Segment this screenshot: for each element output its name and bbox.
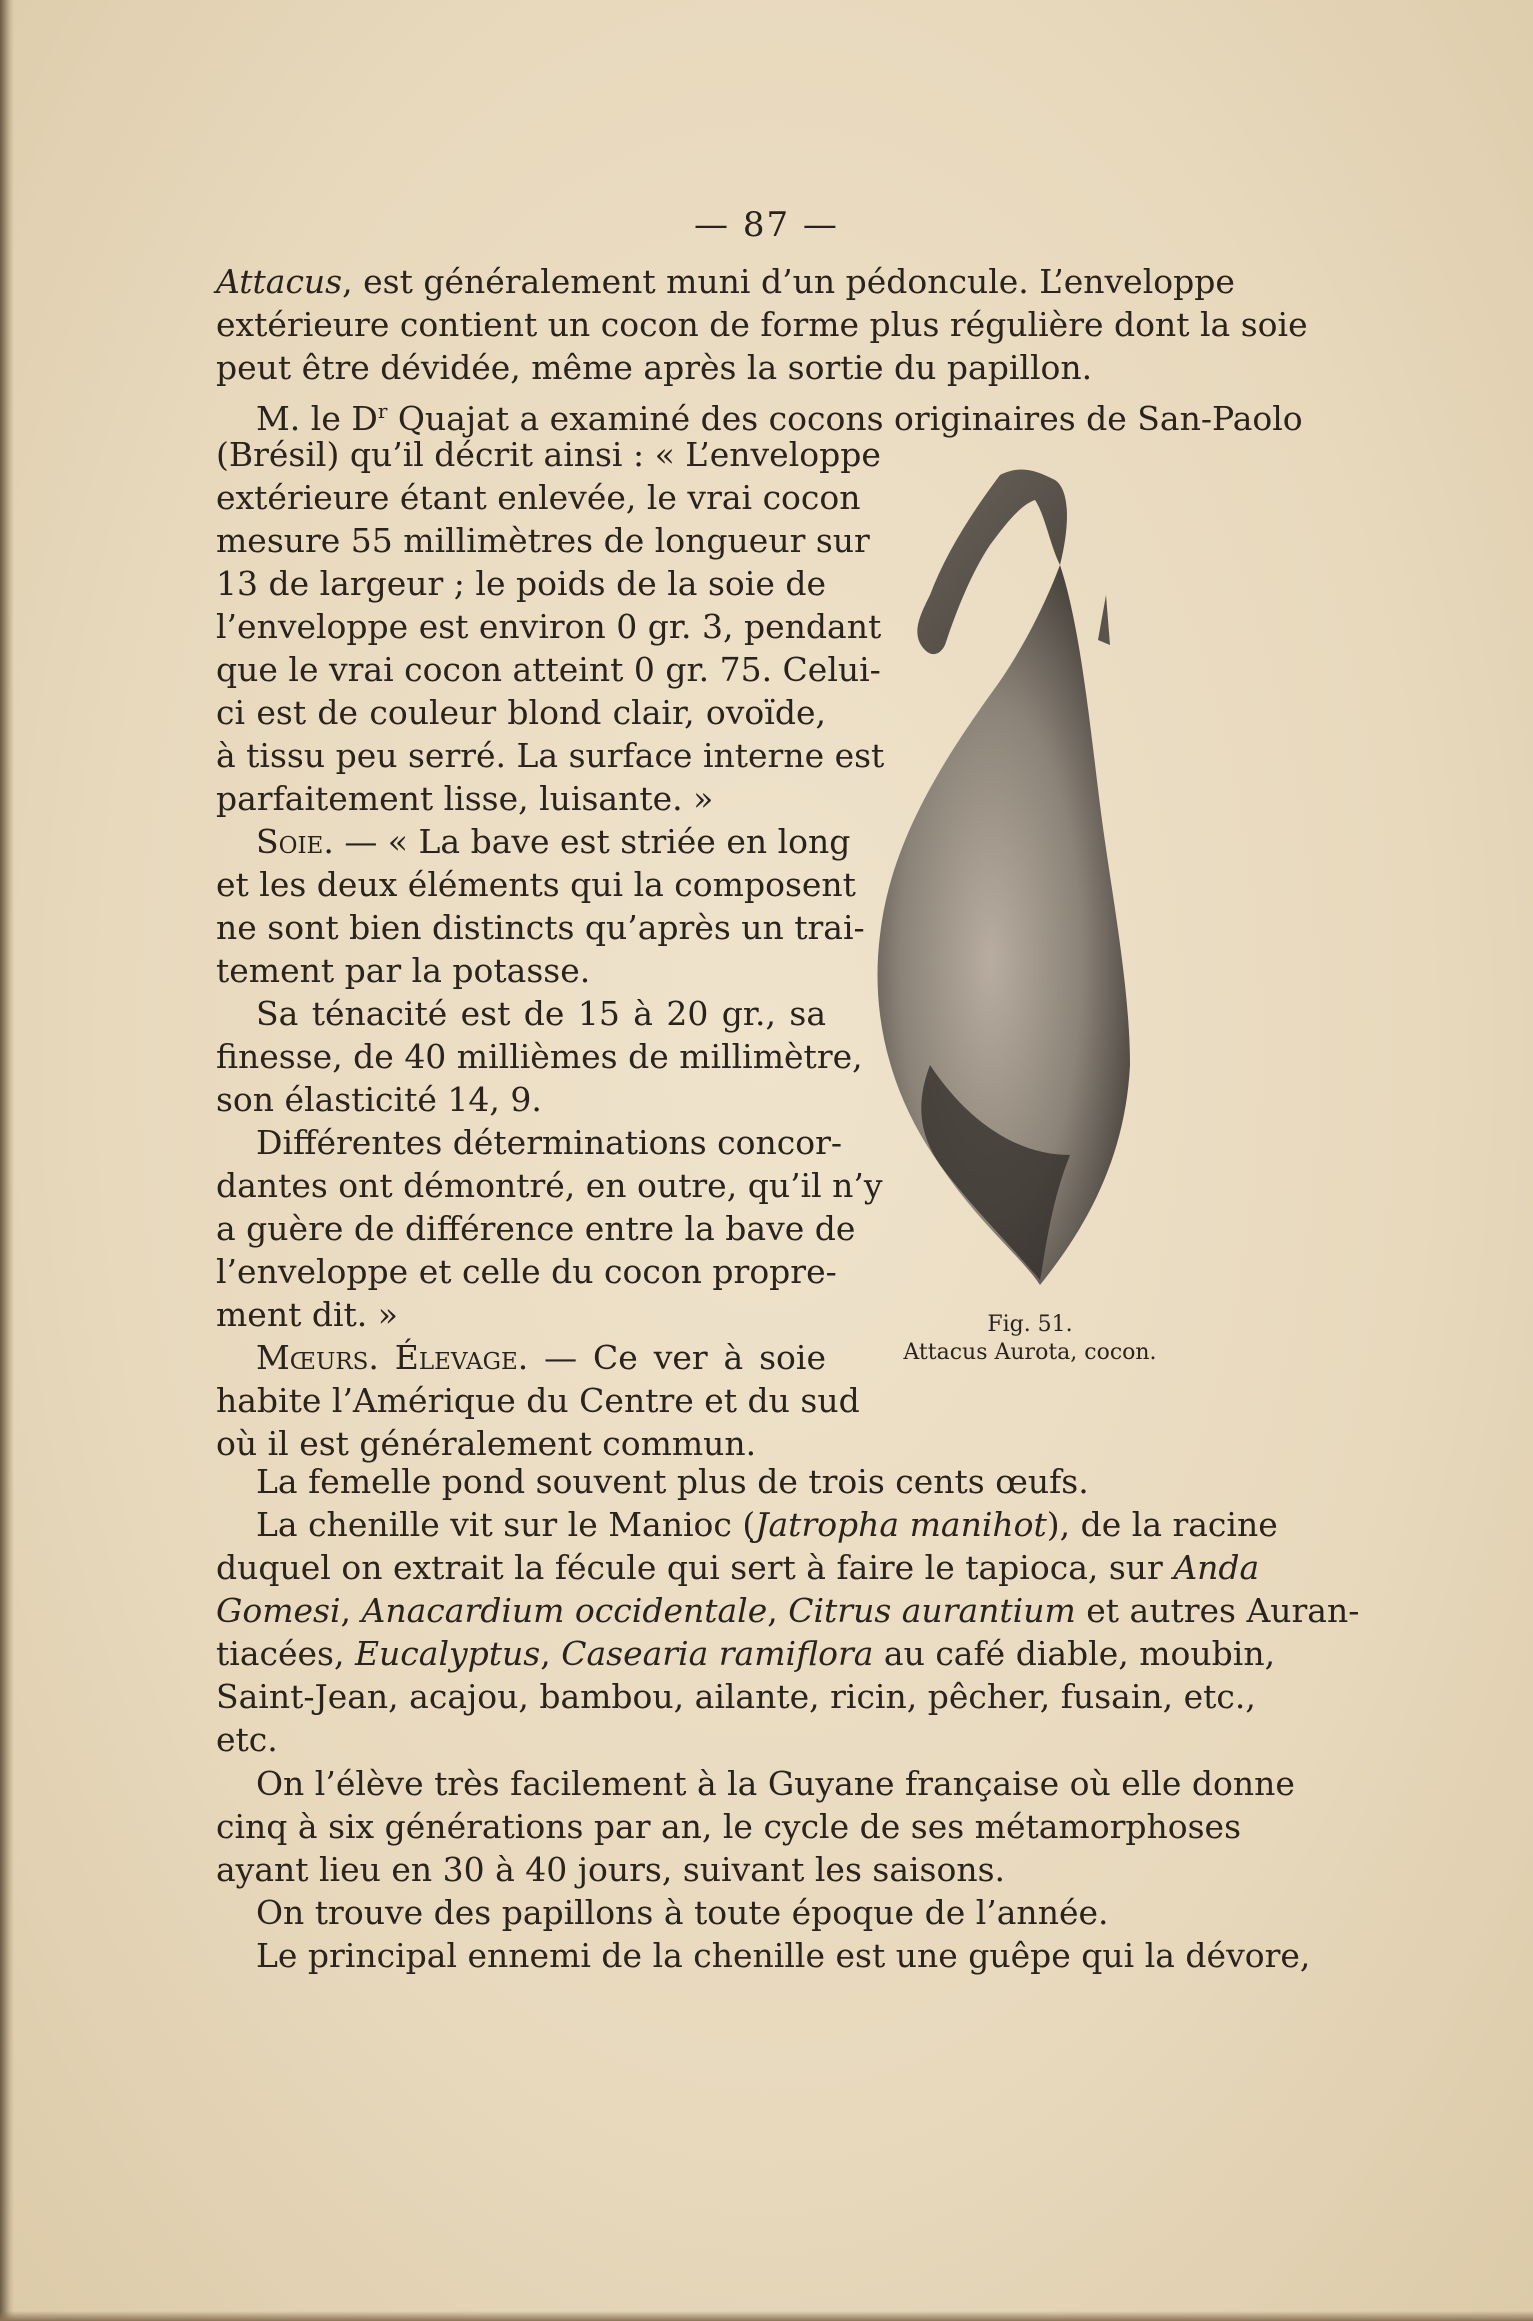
cocoon-figure [870,465,1190,1295]
paragraph-femelle [216,1460,1216,1503]
text-line: parfaitement lisse, luisante. » [216,779,714,818]
text-line [216,1336,826,1379]
text-line: et les deux éléments qui la composent [216,865,856,904]
text-line: extérieure étant enlevée, le vrai cocon [216,478,861,517]
text-line: ment dit. » [216,1295,398,1334]
text-line: ne sont bien distincts qu’après un trai- [216,908,865,947]
text-line: La femelle pond souvent plus de trois cents œufs. [256,1462,1089,1501]
page-edge-bottom [0,2311,1533,2321]
species-name: Casearia ramiflora [561,1634,874,1673]
page-number: — 87 — [694,205,839,245]
species-name: Anacardium occidentale [361,1591,768,1630]
text-line: l’enveloppe et celle du cocon propre- [216,1252,837,1291]
text-line: extérieure contient un cocon de forme plus régulière dont la soie [216,305,1308,344]
text-line: cinq à six générations par an, le cycle de ses métamorphoses [216,1807,1241,1846]
text-span: Quajat a examiné des cocons originaires de San-Paolo [387,399,1303,438]
text-line: son élasticité 14, 9. [216,1080,542,1119]
species-name: Eucalyptus [354,1634,541,1673]
paragraph-chenille [216,1503,1360,1761]
text-line [216,1503,1278,1546]
text-span: — Ce ver à soie [528,1338,826,1377]
text-line: Sa ténacité est de 15 à 20 gr., sa [256,994,826,1033]
text-span: et autres Auran- [1075,1591,1360,1630]
paragraph-eleve [216,1762,1295,1891]
text-line: tement par la potasse. [216,951,591,990]
cocoon-spike [1098,595,1110,645]
text-line: l’enveloppe est environ 0 gr. 3, pendant [216,607,882,646]
figure-label: Fig. 51. [987,1312,1073,1337]
text-span: , [540,1634,562,1673]
text-line: (Brésil) qu’il décrit ainsi : « L’enveloppe [216,435,881,474]
cocoon-illustration [870,465,1190,1295]
text-span: M. le D [256,399,378,438]
text-line [216,820,851,863]
figure-caption: Attacus Aurota, cocon. [903,1340,1157,1365]
section-heading: Mœurs. Élevage. [256,1338,529,1377]
text-line: On l’élève très facilement à la Guyane française où elle donne [256,1764,1295,1803]
text-span: , [767,1591,789,1630]
text-line [216,260,1235,303]
text-line: que le vrai cocon atteint 0 gr. 75. Celui- [216,650,881,689]
text-line: Saint-Jean, acajou, bambou, ailante, ricin, pêcher, fusain, etc., [216,1677,1256,1716]
paragraph-quajat-cont [216,433,885,1465]
species-name: Gomesi [216,1591,341,1630]
paragraph-ennemi [216,1934,1311,1977]
text-line [216,1546,1260,1589]
page-edge [0,0,14,2321]
text-line: Différentes déterminations concor- [256,1123,842,1162]
genus-name: Attacus [216,262,343,301]
text-span: , est généralement muni d’un pédoncule. L’enveloppe [342,262,1235,301]
section-heading: Soie. [256,822,334,861]
text-line: à tissu peu serré. La surface interne est [216,736,885,775]
text-line: ci est de couleur blond clair, ovoïde, [216,693,826,732]
paragraph-intro [216,260,1308,389]
text-line: etc. [216,1720,278,1759]
text-line [216,1589,1360,1632]
text-line: habite l’Amérique du Centre et du sud [216,1381,860,1420]
paragraph-papillons [216,1891,1216,1934]
text-line: Le principal ennemi de la chenille est une guêpe qui la dévore, [256,1936,1311,1975]
species-name: Jatropha manihot [755,1505,1047,1544]
superscript: r [377,399,388,423]
text-span: au café diable, moubin, [873,1634,1276,1673]
text-span: , [340,1591,362,1630]
text-span: tiacées, [216,1634,355,1673]
text-line: mesure 55 millimètres de longueur sur [216,521,870,560]
text-line: On trouve des papillons à toute époque de l’année. [256,1893,1109,1932]
text-line: où il est généralement commun. [216,1424,757,1463]
text-line: 13 de largeur ; le poids de la soie de [216,564,826,603]
species-name: Citrus aurantium [788,1591,1076,1630]
text-span: duquel on extrait la fécule qui sert à faire le tapioca, sur [216,1548,1174,1587]
species-name: Anda [1173,1548,1260,1587]
text-span: ), de la racine [1046,1505,1278,1544]
text-line: finesse, de 40 millièmes de millimètre, [216,1037,863,1076]
text-line [216,1632,1276,1675]
text-line: ayant lieu en 30 à 40 jours, suivant les saisons. [216,1850,1006,1889]
text-line: a guère de différence entre la bave de [216,1209,856,1248]
text-span: — « La bave est striée en long [333,822,851,861]
text-line: peut être dévidée, même après la sortie du papillon. [216,348,1093,387]
text-span: La chenille vit sur le Manioc ( [256,1505,756,1544]
text-line: dantes ont démontré, en outre, qu’il n’y [216,1166,883,1205]
